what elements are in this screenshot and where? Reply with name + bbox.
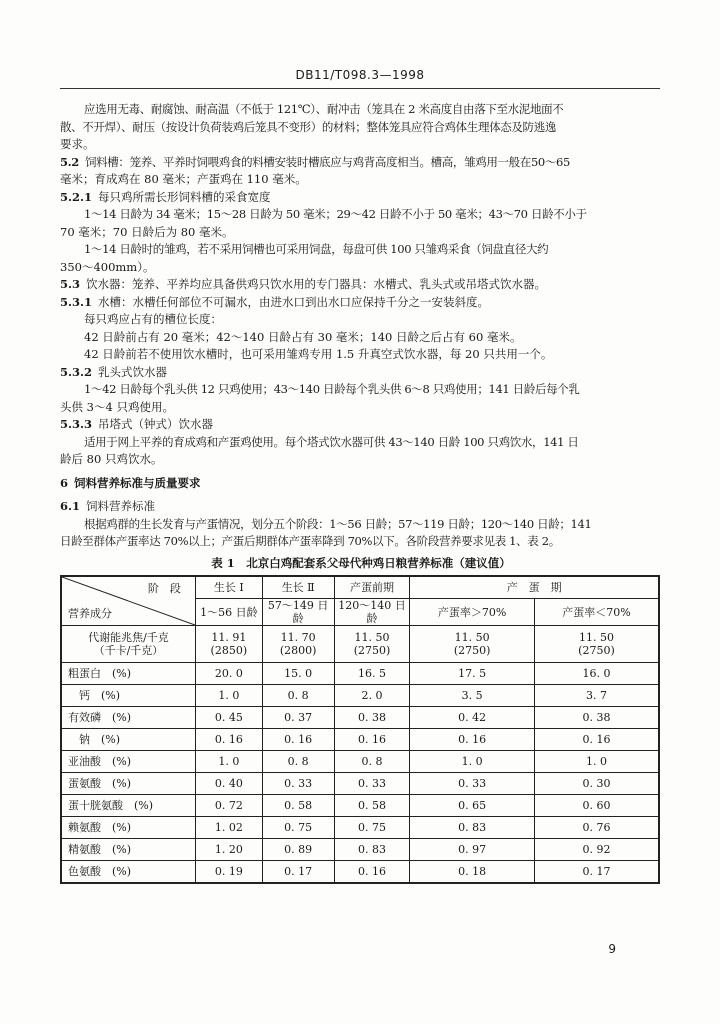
section-5-2-1 <box>60 189 662 207</box>
table-cell: 0. 58 <box>334 795 410 817</box>
table-cell: 0. 16 <box>534 729 659 751</box>
paragraph-line: 70 毫米；70 日龄后为 80 毫米。 <box>60 224 234 239</box>
paragraph-line: 日龄至群体产蛋率达 70%以上；产蛋后期群体产蛋率降到 70%以下。各阶段营养要求见表 1、表 2。 <box>60 534 560 548</box>
stage-label: 阶 段 <box>147 582 181 595</box>
table-cell: 1. 02 <box>195 817 262 839</box>
table-cell: 0. 18 <box>410 861 535 884</box>
cell-value: (2800) <box>279 644 317 657</box>
table-cell: 1. 0 <box>534 751 659 773</box>
table-cell: 0. 33 <box>334 773 410 795</box>
table-cell: 0. 16 <box>334 729 410 751</box>
table-row <box>61 663 659 685</box>
table-cell: 0. 8 <box>262 685 334 707</box>
stage-header: 产 蛋 期 <box>410 576 659 599</box>
energy-name-line: （千卡/千克） <box>93 644 164 657</box>
paragraph-line: 散、不开焊）、耐压（按设计负荷装鸡后笼具不变形）的材料；整体笼具应符合鸡体生理体态及防逃逸 <box>60 119 556 134</box>
table-cell: 3. 5 <box>410 685 535 707</box>
row-name: 赖氨酸 (%) <box>61 817 195 839</box>
table-title: 表 1 北京白鸡配套系父母代种鸡日粮营养标准（建议值） <box>211 555 511 570</box>
age-header: 1～56 日龄 <box>195 599 262 626</box>
section-number: 5.3.2 <box>60 364 93 379</box>
energy-name-line: 代谢能兆焦/千克 <box>88 631 169 644</box>
row-name: 蛋十胱氨酸 (%) <box>61 795 195 817</box>
paragraph-line: 毫米；育成鸡在 80 毫米；产蛋鸡在 110 毫米。 <box>60 172 307 186</box>
section-title: 乳头式饮水器 <box>98 364 168 379</box>
paragraph-line: 要求。 <box>60 137 95 151</box>
table-cell: 0. 17 <box>534 861 659 884</box>
table-cell: 1. 0 <box>195 685 262 707</box>
paragraph-line: 应选用无毒、耐腐蚀、耐高温（不低于 121℃）、耐冲击（笼具在 2 米高度自由落下至水泥地面不 <box>84 102 564 116</box>
age-header: 120～140 日龄 <box>334 599 410 626</box>
paragraph-line: 1～14 日龄时的雏鸡，若不采用饲槽也可采用饲盘，每盘可供 100 只雏鸡采食（饲盘直径大约 <box>84 242 549 256</box>
stage-header: 生长 Ⅱ <box>262 576 334 599</box>
paragraph-line: 龄后 80 只鸡饮水。 <box>60 452 163 466</box>
header-rule <box>60 88 660 89</box>
table-cell: 1. 20 <box>195 839 262 861</box>
paragraph-line: 1～14 日龄为 34 毫米；15～28 日龄为 50 毫米；29～42 日龄不小于 50 毫米；43～70 日龄不小于 <box>84 207 587 221</box>
stage-header: 产蛋前期 <box>334 576 410 599</box>
table-cell: 2. 0 <box>334 685 410 707</box>
table-cell <box>334 626 410 663</box>
table-row <box>61 729 659 751</box>
paragraph-line: 350～400mm）。 <box>60 259 155 274</box>
table-cell: 0. 92 <box>534 839 659 861</box>
section-number: 5.2.1 <box>60 189 93 204</box>
age-header: 产蛋率＞70% <box>410 599 535 626</box>
table-cell: 0. 37 <box>262 707 334 729</box>
cell-value: 11. 91 <box>211 631 247 644</box>
row-name: 钙 (%) <box>61 685 195 707</box>
table-cell <box>195 626 262 663</box>
table-cell: 0. 38 <box>534 707 659 729</box>
table-cell: 0. 42 <box>410 707 535 729</box>
section-title: 每只鸡所需长形饲料槽的采食宽度 <box>98 189 271 204</box>
row-name: 钠 (%) <box>61 729 195 751</box>
table-row <box>61 839 659 861</box>
table-cell: 0. 16 <box>410 729 535 751</box>
table-cell: 0. 33 <box>262 773 334 795</box>
cell-value: 11. 50 <box>578 631 614 644</box>
section-number: 5.2 <box>60 154 79 169</box>
stage-header: 生长 Ⅰ <box>195 576 262 599</box>
table-cell: 0. 33 <box>410 773 535 795</box>
cell-value: (2750) <box>453 644 491 657</box>
table-cell: 0. 8 <box>334 751 410 773</box>
table-cell: 0. 60 <box>534 795 659 817</box>
cell-value: (2750) <box>353 644 391 657</box>
table-cell: 16. 0 <box>534 663 659 685</box>
row-name <box>61 626 195 663</box>
cell-value: (2750) <box>578 644 615 657</box>
section-5-3 <box>60 276 662 294</box>
section-5-2 <box>60 154 662 172</box>
table-cell <box>534 626 659 663</box>
section-6-1 <box>60 498 662 516</box>
table-header-row <box>61 576 659 599</box>
document-code-header: DB11/T098.3—1998 <box>295 68 425 82</box>
table-cell: 0. 40 <box>195 773 262 795</box>
table-cell: 17. 5 <box>410 663 535 685</box>
section-text: 水槽：水槽任何部位不可漏水，由进水口到出水口应保持千分之一安装斜度。 <box>98 294 490 309</box>
cell-value: 11. 50 <box>454 631 490 644</box>
row-name: 蛋氨酸 (%) <box>61 773 195 795</box>
table-cell: 3. 7 <box>534 685 659 707</box>
table-cell: 0. 38 <box>334 707 410 729</box>
section-title: 吊塔式（钟式）饮水器 <box>98 417 214 431</box>
section-number: 5.3.1 <box>60 294 93 309</box>
table-cell: 0. 72 <box>195 795 262 817</box>
table-cell: 1. 0 <box>410 751 535 773</box>
section-5-3-3 <box>60 416 662 434</box>
paragraph-line: 42 日龄前若不使用饮水槽时，也可采用雏鸡专用 1.5 升真空式饮水器，每 20 只共用一个。 <box>84 347 553 361</box>
age-header: 57～149 日龄 <box>262 599 334 626</box>
table-row <box>61 773 659 795</box>
table-cell: 20. 0 <box>195 663 262 685</box>
section-text: 饮水器：笼养、平养均应具备供鸡只饮水用的专门器具：水槽式、乳头式或吊塔式饮水器。 <box>86 277 547 291</box>
table-row <box>61 795 659 817</box>
section-number: 6 <box>60 475 69 490</box>
table-row <box>61 817 659 839</box>
table-cell: 1. 0 <box>195 751 262 773</box>
page-body <box>60 101 662 884</box>
section-5-3-1 <box>60 294 662 312</box>
table-cell: 0. 45 <box>195 707 262 729</box>
table-cell: 0. 8 <box>262 751 334 773</box>
table-cell: 0. 89 <box>262 839 334 861</box>
section-number: 6.1 <box>60 499 81 513</box>
table-cell: 0. 30 <box>534 773 659 795</box>
table-row <box>61 751 659 773</box>
age-header: 产蛋率＜70% <box>534 599 659 626</box>
table-cell <box>262 626 334 663</box>
table-cell: 0. 58 <box>262 795 334 817</box>
table-cell: 0. 16 <box>262 729 334 751</box>
row-name: 色氨酸 (%) <box>61 861 195 884</box>
table-cell: 15. 0 <box>262 663 334 685</box>
cell-value: 11. 70 <box>280 631 316 644</box>
page-number: 9 <box>608 942 616 956</box>
table-cell: 0. 16 <box>195 729 262 751</box>
section-title: 饲料营养标准 <box>86 499 156 513</box>
row-name: 有效磷 (%) <box>61 707 195 729</box>
table-cell: 0. 16 <box>334 861 410 884</box>
section-6-heading <box>60 475 662 493</box>
table-cell: 0. 76 <box>534 817 659 839</box>
table-row <box>61 707 659 729</box>
table-cell: 0. 65 <box>410 795 535 817</box>
section-number: 5.3.3 <box>60 417 93 431</box>
section-5-3-2 <box>60 364 662 382</box>
table-cell: 0. 75 <box>334 817 410 839</box>
cell-value: (2850) <box>210 644 248 657</box>
section-title: 饲料营养标准与质量要求 <box>74 475 201 490</box>
paragraph-line: 适用于网上平养的育成鸡和产蛋鸡使用。每个塔式饮水器可供 43～140 日龄 100 只鸡饮水，141 日 <box>84 434 579 449</box>
paragraph-line: 头供 3～4 只鸡使用。 <box>60 399 174 414</box>
row-name: 粗蛋白 (%) <box>61 663 195 685</box>
table-corner-cell <box>61 576 195 626</box>
table-cell: 0. 75 <box>262 817 334 839</box>
table-cell: 0. 97 <box>410 839 535 861</box>
table-row <box>61 861 659 884</box>
table-cell: 0. 83 <box>410 817 535 839</box>
section-number: 5.3 <box>60 277 81 291</box>
table-row-energy <box>61 626 659 663</box>
section-text: 饲料槽：笼养、平养时饲喂鸡食的料槽安装时槽底应与鸡背高度相当。槽高，雏鸡用一般在50～65 <box>84 154 570 169</box>
nutrient-label: 营养成分 <box>68 607 112 620</box>
paragraph-line: 1～42 日龄每个乳头供 12 只鸡使用；43～140 日龄每个乳头供 6～8 只鸡使用；141 日龄后每个乳 <box>84 382 580 396</box>
nutrition-table <box>60 575 660 884</box>
paragraph-line: 每只鸡应占有的槽位长度： <box>84 312 222 326</box>
table-cell: 0. 19 <box>195 861 262 884</box>
table-cell: 0. 17 <box>262 861 334 884</box>
row-name: 精氨酸 (%) <box>61 839 195 861</box>
table-cell: 0. 83 <box>334 839 410 861</box>
paragraph-line: 根据鸡群的生长发育与产蛋情况，划分五个阶段：1～56 日龄；57～119 日龄；120～140 日龄；141 <box>84 516 592 531</box>
table-row <box>61 685 659 707</box>
row-name: 亚油酸 (%) <box>61 751 195 773</box>
table-cell <box>410 626 535 663</box>
paragraph-line: 42 日龄前占有 20 毫米；42～140 日龄占有 30 毫米；140 日龄之后占有 60 毫米。 <box>84 329 522 344</box>
table-cell: 16. 5 <box>334 663 410 685</box>
cell-value: 11. 50 <box>354 631 390 644</box>
